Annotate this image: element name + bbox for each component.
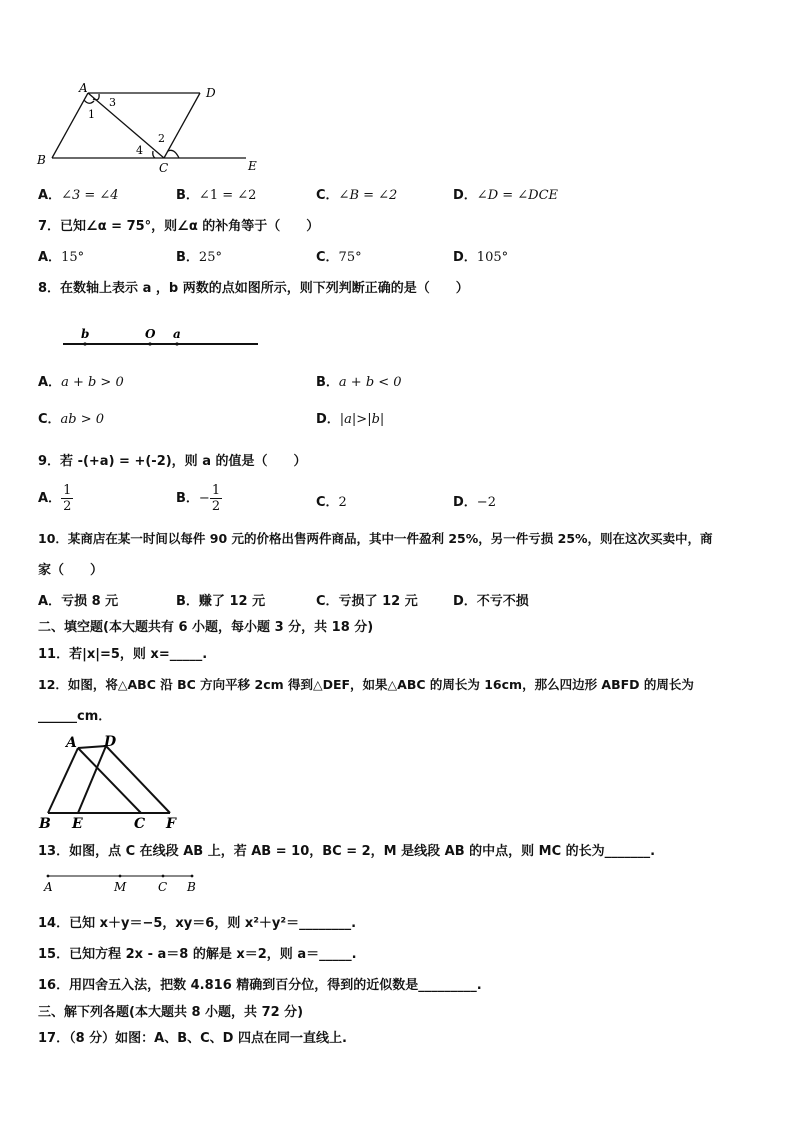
q8-option-c[interactable]: C．ab > 0 (38, 412, 105, 427)
q11: 11．若|x|=5，则 x=_____. (38, 647, 208, 662)
q8-option-a[interactable]: A．a + b > 0 (38, 375, 124, 390)
point-A-label: A (44, 880, 53, 894)
q10-option-a[interactable]: A．亏损 8 元 (38, 594, 119, 609)
vertex-E: E (72, 816, 83, 832)
fraction: $\frac{1}{2}$ (211, 483, 221, 514)
angle-3-label: 3 (109, 96, 116, 109)
q16: 16．用四舍五入法，把数 4.816 精确到百分位，得到的近似数是_________. (38, 978, 482, 993)
vertex-E: E (248, 159, 257, 173)
q9-option-a[interactable]: A． $\frac{1}{2}$ (38, 483, 72, 514)
point-b-label: b (81, 327, 90, 341)
q10-option-d[interactable]: D．不亏不损 (453, 594, 529, 609)
q14: 14．已知 x＋y＝−5，xy＝6，则 x²＋y²＝________. (38, 916, 357, 931)
angle-4-label: 4 (136, 144, 143, 157)
q10-option-b[interactable]: B．赚了 12 元 (176, 594, 266, 609)
q9-option-c[interactable]: C．2 (316, 495, 347, 510)
vertex-F: F (166, 816, 176, 832)
point-o-label: O (145, 327, 156, 341)
vertex-D: D (206, 86, 216, 100)
q12-stem-line2: ______cm． (38, 709, 112, 724)
q10-option-c[interactable]: C．亏损了 12 元 (316, 594, 418, 609)
q7-stem: 7．已知∠α = 75°，则∠α 的补角等于（ ） (38, 219, 320, 234)
section-2-heading: 二、填空题(本大题共有 6 小题，每小题 3 分，共 18 分) (38, 620, 374, 635)
q8-stem: 8．在数轴上表示 a ，b 两数的点如图所示，则下列判断正确的是（ ） (38, 281, 469, 296)
q7-option-b[interactable]: B．25° (176, 250, 222, 265)
q8-option-d[interactable]: D．|a|>|b| (316, 412, 385, 427)
vertex-C: C (134, 816, 146, 832)
vertex-D: D (104, 734, 117, 750)
q7-option-c[interactable]: C．75° (316, 250, 362, 265)
point-a-label: a (173, 327, 181, 341)
q9-stem: 9．若 -(+a) = +(-2)，则 a 的值是（ ） (38, 454, 307, 469)
vertex-C: C (159, 161, 169, 175)
vertex-A: A (66, 735, 77, 751)
q9-option-d[interactable]: D．−2 (453, 495, 496, 510)
q7-option-d[interactable]: D．105° (453, 250, 509, 265)
q6-option-d[interactable]: D．∠D = ∠DCE (453, 188, 559, 203)
angle-2-label: 2 (158, 132, 165, 145)
q6-option-b[interactable]: B．∠1 = ∠2 (176, 188, 257, 203)
q13-segment-figure (40, 870, 205, 896)
vertex-B: B (37, 153, 46, 167)
q10-stem-line2: 家（ ） (38, 563, 104, 578)
q12-translation-figure (36, 732, 186, 832)
angle-1-label: 1 (88, 108, 95, 121)
vertex-A: A (79, 81, 88, 95)
q17: 17．（8 分）如图：A、B、C、D 四点在同一直线上. (38, 1031, 347, 1046)
point-C-label: C (158, 880, 168, 894)
point-B-label: B (187, 880, 196, 894)
point-M-label: M (114, 880, 127, 894)
section-3-heading: 三、解下列各题(本大题共 8 小题，共 72 分) (38, 1005, 304, 1020)
vertex-B: B (39, 816, 51, 832)
q8-number-line (60, 322, 265, 352)
fraction: $\frac{1}{2}$ (63, 483, 72, 514)
q6-option-c[interactable]: C．∠B = ∠2 (316, 188, 398, 203)
q6-option-a[interactable]: A．∠3 = ∠4 (38, 188, 119, 203)
q13-stem: 13．如图，点 C 在线段 AB 上，若 AB = 10，BC = 2，M 是线段 AB 的中点，则 MC 的长为_______. (38, 844, 656, 859)
q12-stem-line1: 12．如图，将△ABC 沿 BC 方向平移 2cm 得到△DEF，如果△ABC 的周长为 16cm，那么四边形 ABFD 的周长为 (38, 677, 694, 692)
q8-option-b[interactable]: B．a + b < 0 (316, 375, 402, 390)
parallelogram-figure (34, 80, 264, 176)
q9-option-b[interactable]: B．− $\frac{1}{2}$ (176, 483, 221, 514)
q15: 15．已知方程 2x - a＝8 的解是 x＝2，则 a＝_____. (38, 947, 357, 962)
q10-stem-line1: 10．某商店在某一时间以每件 90 元的价格出售两件商品，其中一件盈利 25%，另一件亏损 25%，则在这次买卖中，商 (38, 531, 713, 546)
q7-option-a[interactable]: A．15° (38, 250, 85, 265)
